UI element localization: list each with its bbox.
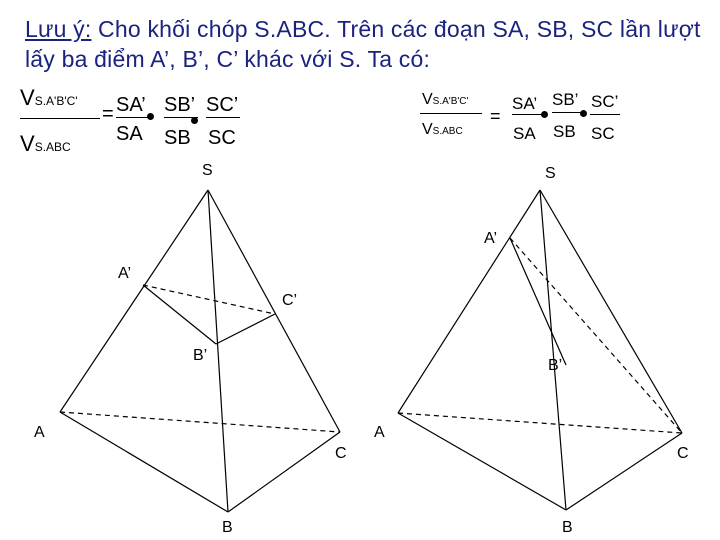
label-c: C: [335, 445, 347, 462]
ratio-sa-numerator: SA’: [116, 94, 146, 116]
ratio-sc-denominator: SC: [591, 124, 615, 143]
edge-a1c1-hidden: [143, 285, 275, 314]
ratio-sb-denominator: SB: [553, 122, 576, 141]
label-s: S: [202, 162, 213, 179]
edge-ac-hidden: [60, 412, 340, 432]
edge-sc: [208, 190, 340, 432]
ratio-sa-denominator: SA: [116, 123, 143, 145]
label-b: B: [562, 519, 573, 536]
edge-ac-hidden: [398, 413, 682, 433]
label-b: B: [222, 519, 233, 536]
edge-sb: [208, 190, 228, 512]
edge-bc: [566, 433, 682, 510]
edge-sb: [540, 190, 566, 510]
volume-numerator: VS.A'B'C': [422, 91, 469, 108]
note-label: Lưu ý:: [25, 16, 92, 42]
note-body: Cho khối chóp S.ABC. Trên các đoạn SA, SB, SC lần lượt lấy ba điểm A’, B’, C’ khác với S. Ta có:: [25, 16, 701, 72]
ratio-sa-denominator: SA: [513, 124, 536, 143]
right-pyramid: [398, 190, 682, 510]
edge-sa: [60, 190, 208, 412]
edge-bc: [228, 432, 340, 512]
label-s: S: [545, 165, 556, 182]
edge-sc: [540, 190, 682, 433]
volume-numerator: VS.A'B'C': [20, 85, 78, 110]
edge-b1c1: [216, 314, 275, 344]
edge-a1b1: [143, 285, 216, 344]
edge-ab: [398, 413, 566, 510]
edge-ab: [60, 412, 228, 512]
label-a-prime: A’: [484, 230, 498, 247]
label-a: A: [374, 424, 385, 441]
label-c: C: [677, 445, 689, 462]
equals-sign: =: [490, 106, 501, 126]
ratio-sb-numerator: SB’: [164, 94, 196, 116]
ratio-sa-numerator: SA’: [512, 94, 538, 113]
label-c-prime: C’: [282, 292, 298, 309]
ratio-sc-numerator: SC’: [206, 94, 239, 116]
label-a-prime: A’: [118, 265, 132, 282]
edge-a1b1: [510, 238, 566, 365]
equals-sign: =: [102, 103, 114, 125]
ratio-sb-numerator: SB’: [552, 90, 579, 109]
ratio-sc-denominator: SC: [208, 127, 236, 149]
edge-sa: [398, 190, 540, 413]
volume-denominator: VS.ABC: [422, 121, 463, 138]
label-b-prime: B’: [193, 347, 208, 364]
label-a: A: [34, 424, 45, 441]
ratio-sb-denominator: SB: [164, 127, 191, 149]
label-b-prime: B’: [548, 357, 563, 374]
edge-a1c-hidden: [510, 238, 682, 433]
volume-denominator: VS.ABC: [20, 131, 71, 156]
ratio-sc-numerator: SC’: [591, 92, 619, 111]
